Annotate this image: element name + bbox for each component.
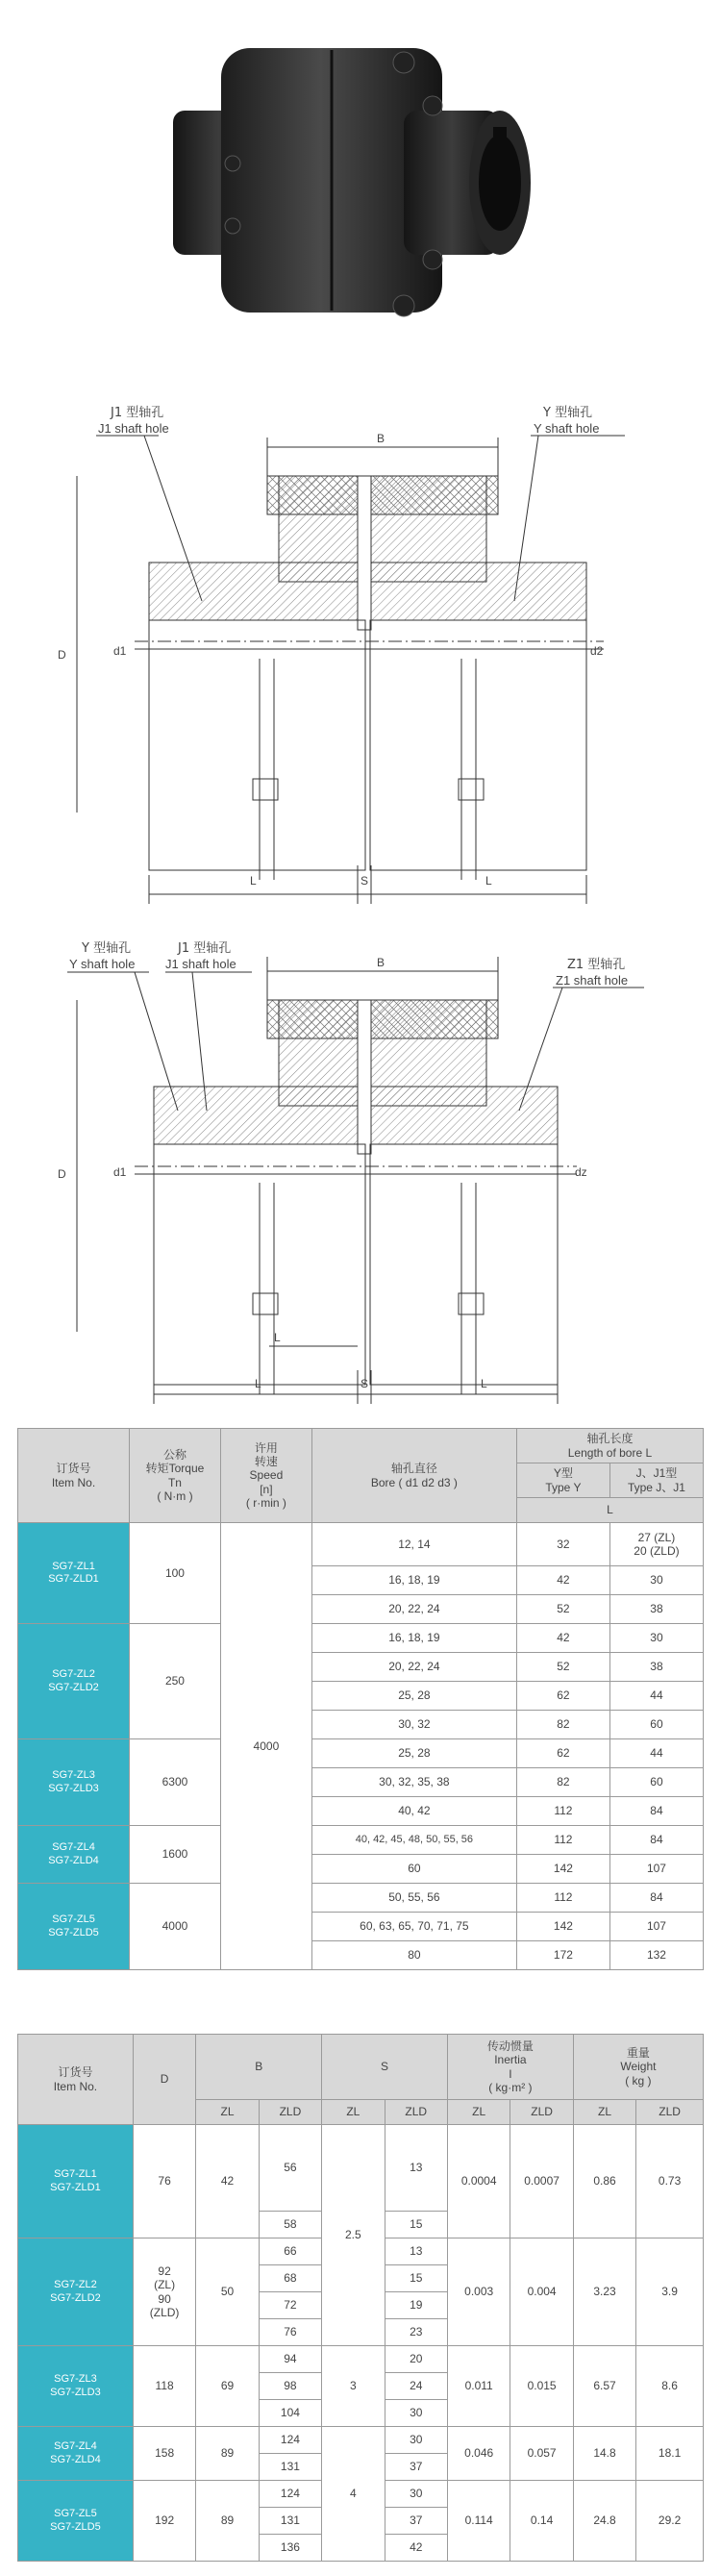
len-j-cell: 60	[609, 1711, 703, 1739]
h-item-en: Item No.	[51, 1475, 96, 1489]
len-y-cell: 52	[516, 1653, 609, 1682]
dim-d-2: D	[58, 1167, 66, 1181]
model-cell	[18, 1826, 130, 1884]
model-a: SG7-ZL1	[54, 2168, 97, 2181]
d-cell: 118	[133, 2346, 195, 2427]
model-cell	[18, 2427, 134, 2481]
dim-d2: d2	[590, 644, 604, 658]
s-zld-cell: 23	[385, 2319, 447, 2346]
b-zld-cell: 131	[259, 2454, 321, 2481]
torque-cell: 1600	[130, 1826, 221, 1884]
i-zld-cell: 0.0007	[510, 2125, 573, 2238]
len-j-cell: 38	[609, 1595, 703, 1624]
s-zld-cell: 30	[385, 2481, 447, 2508]
b-zld-cell: 124	[259, 2427, 321, 2454]
model-a: SG7-ZL3	[54, 2373, 97, 2386]
dim-l-right2: L	[481, 1377, 487, 1390]
s-zl-cell: 4	[322, 2427, 385, 2562]
model-cell	[18, 1884, 130, 1970]
model-b: SG7-ZLD2	[50, 2291, 101, 2304]
z1-label-en: Z1 shaft hole	[556, 973, 629, 988]
d-val-4: (ZLD)	[149, 2305, 180, 2319]
model-a: SG7-ZL5	[54, 2508, 97, 2520]
h-s-zld: ZLD	[385, 2100, 447, 2125]
model-cell	[18, 2346, 134, 2427]
i-zld-cell: 0.015	[510, 2346, 573, 2427]
dim-d1: d1	[113, 644, 127, 658]
d-val-3: 90	[158, 2291, 171, 2306]
j1b-label-en: J1 shaft hole	[165, 957, 236, 971]
dim-l-left: L	[250, 874, 257, 888]
model-cell	[18, 1523, 130, 1624]
b-zld-cell: 72	[259, 2292, 321, 2319]
len-y-cell: 112	[516, 1797, 609, 1826]
model-b: SG7-ZLD3	[48, 1782, 99, 1794]
s-zld-cell: 30	[385, 2400, 447, 2427]
dim-s: S	[360, 874, 369, 888]
bore-cell: 20, 22, 24	[311, 1595, 516, 1624]
torque-cell: 100	[130, 1523, 221, 1624]
b-zl-cell: 69	[196, 2346, 259, 2427]
len-j-cell: 132	[609, 1941, 703, 1970]
d-cell: 158	[133, 2427, 195, 2481]
b-zld-cell: 124	[259, 2481, 321, 2508]
s-zld-cell: 20	[385, 2346, 447, 2373]
len-j-val-2: 20 (ZLD)	[634, 1544, 680, 1558]
b-zld-cell: 56	[259, 2125, 321, 2212]
len-j-cell: 107	[609, 1913, 703, 1941]
h-w-zl: ZL	[573, 2100, 635, 2125]
z1-label-cn: Z1 型轴孔	[567, 958, 626, 972]
model-b: SG7-ZLD2	[48, 1681, 99, 1693]
h-len-en: Length of bore L	[567, 1445, 653, 1460]
model-a: SG7-ZL5	[52, 1913, 95, 1926]
dim-l-right: L	[485, 874, 492, 888]
w-zl-cell: 14.8	[573, 2427, 635, 2481]
len-j-cell	[609, 1523, 703, 1566]
h-b: B	[196, 2035, 322, 2100]
h-inertia: 传动惯量	[486, 2038, 534, 2053]
b-zld-cell: 58	[259, 2212, 321, 2238]
bore-cell: 30, 32, 35, 38	[311, 1768, 516, 1797]
len-y-cell: 42	[516, 1624, 609, 1653]
j1-label-cn: J1 型轴孔	[111, 406, 164, 420]
s-zld-cell: 13	[385, 2125, 447, 2212]
b-zl-cell: 42	[196, 2125, 259, 2238]
h-d: D	[133, 2035, 195, 2125]
len-y-cell: 172	[516, 1941, 609, 1970]
h-i-zl: ZL	[447, 2100, 510, 2125]
bore-cell: 50, 55, 56	[311, 1884, 516, 1913]
model-b: SG7-ZLD5	[50, 2520, 101, 2533]
model-a: SG7-ZL4	[54, 2440, 97, 2453]
h-torque-en: Tn	[167, 1475, 182, 1489]
h-weight-unit: ( kg )	[625, 2073, 652, 2088]
dim-l-top: L	[274, 1331, 281, 1344]
spec-table-dimensions	[17, 2034, 704, 2562]
w-zl-cell: 6.57	[573, 2346, 635, 2427]
i-zld-cell: 0.057	[510, 2427, 573, 2481]
len-y-cell: 32	[516, 1523, 609, 1566]
s-zld-cell: 13	[385, 2238, 447, 2265]
len-j-cell: 107	[609, 1855, 703, 1884]
torque-cell: 250	[130, 1624, 221, 1739]
h-b-zld: ZLD	[259, 2100, 321, 2125]
len-y-cell: 142	[516, 1913, 609, 1941]
len-y-cell: 142	[516, 1855, 609, 1884]
h-j-en: Type J、J1	[627, 1480, 685, 1494]
b-zld-cell: 76	[259, 2319, 321, 2346]
h-speed: 许用	[254, 1440, 278, 1455]
w-zl-cell: 3.23	[573, 2238, 635, 2346]
d-cell: 192	[133, 2481, 195, 2562]
h-speed-2: 转速	[254, 1454, 278, 1468]
bore-cell: 40, 42, 45, 48, 50, 55, 56	[311, 1826, 516, 1855]
h-j: J、J1型	[635, 1466, 678, 1481]
h-speed-unit: ( r·min )	[245, 1496, 286, 1511]
h-inertia-en: Inertia	[494, 2053, 527, 2067]
y2-label-cn: Y 型轴孔	[82, 941, 132, 956]
h-item-en: Item No.	[53, 2079, 98, 2093]
model-a: SG7-ZL2	[54, 2279, 97, 2291]
s-zld-cell: 15	[385, 2212, 447, 2238]
h-y: Y型	[553, 1466, 573, 1481]
h-bore-en: Bore ( d1 d2 d3 )	[370, 1475, 458, 1489]
s-zl-cell: 3	[322, 2346, 385, 2427]
dim-b2: B	[377, 956, 385, 969]
d-cell: 76	[133, 2125, 195, 2238]
s-zld-cell: 37	[385, 2508, 447, 2535]
s-zld-cell: 30	[385, 2427, 447, 2454]
j1b-label-cn: J1 型轴孔	[178, 941, 232, 956]
len-j-cell: 84	[609, 1884, 703, 1913]
h-inertia-unit: ( kg·m² )	[488, 2080, 533, 2094]
model-cell	[18, 1739, 130, 1826]
model-b: SG7-ZLD4	[50, 2453, 101, 2465]
bore-cell: 25, 28	[311, 1682, 516, 1711]
s-zld-cell: 42	[385, 2535, 447, 2562]
h-speed-en: Speed	[249, 1468, 284, 1483]
h-weight-en: Weight	[620, 2060, 657, 2074]
s-zld-cell: 19	[385, 2292, 447, 2319]
h-y-en: Type Y	[545, 1480, 582, 1494]
h-w-zld: ZLD	[636, 2100, 704, 2125]
h-item-cn: 订货号	[56, 1462, 91, 1476]
w-zld-cell: 3.9	[636, 2238, 704, 2346]
len-j-cell: 38	[609, 1653, 703, 1682]
len-y-cell: 112	[516, 1884, 609, 1913]
d-cell	[133, 2238, 195, 2346]
model-a: SG7-ZL2	[52, 1668, 95, 1681]
speed-cell: 4000	[220, 1523, 311, 1970]
w-zld-cell: 0.73	[636, 2125, 704, 2238]
model-b: SG7-ZLD4	[48, 1854, 99, 1866]
b-zl-cell: 50	[196, 2238, 259, 2346]
i-zl-cell: 0.046	[447, 2427, 510, 2481]
model-b: SG7-ZLD5	[48, 1926, 99, 1938]
d-val: 92	[158, 2263, 171, 2278]
drawing-type-2	[0, 918, 721, 1418]
h-item-cn: 订货号	[58, 2065, 93, 2080]
dim-b: B	[377, 432, 385, 445]
h-inertia-sym: I	[509, 2066, 512, 2081]
h-l: L	[516, 1498, 703, 1523]
bore-cell: 40, 42	[311, 1797, 516, 1826]
bore-cell: 25, 28	[311, 1739, 516, 1768]
i-zld-cell: 0.004	[510, 2238, 573, 2346]
bore-cell: 60, 63, 65, 70, 71, 75	[311, 1913, 516, 1941]
len-j-cell: 44	[609, 1682, 703, 1711]
w-zld-cell: 29.2	[636, 2481, 704, 2562]
y2-label-en: Y shaft hole	[69, 957, 136, 971]
b-zld-cell: 66	[259, 2238, 321, 2265]
len-j-cell: 84	[609, 1797, 703, 1826]
h-torque-2: 转矩Torque	[145, 1462, 205, 1476]
bore-cell: 60	[311, 1855, 516, 1884]
drawing-type-1	[0, 380, 721, 918]
d-val-2: (ZL)	[154, 2278, 176, 2292]
torque-cell: 6300	[130, 1739, 221, 1826]
len-y-cell: 52	[516, 1595, 609, 1624]
y-label-cn: Y 型轴孔	[543, 406, 593, 420]
w-zld-cell: 8.6	[636, 2346, 704, 2427]
bore-cell: 80	[311, 1941, 516, 1970]
w-zl-cell: 0.86	[573, 2125, 635, 2238]
len-y-cell: 82	[516, 1711, 609, 1739]
model-cell	[18, 2481, 134, 2562]
w-zld-cell: 18.1	[636, 2427, 704, 2481]
len-j-cell: 84	[609, 1826, 703, 1855]
i-zld-cell: 0.14	[510, 2481, 573, 2562]
model-b: SG7-ZLD1	[48, 1573, 99, 1585]
bore-cell: 12, 14	[311, 1523, 516, 1566]
i-zl-cell: 0.0004	[447, 2125, 510, 2238]
s-zld-cell: 15	[385, 2265, 447, 2292]
b-zld-cell: 94	[259, 2346, 321, 2373]
h-torque: 公称	[162, 1447, 186, 1462]
b-zld-cell: 136	[259, 2535, 321, 2562]
h-speed-sym: [n]	[260, 1482, 273, 1496]
len-j-cell: 60	[609, 1768, 703, 1797]
b-zld-cell: 104	[259, 2400, 321, 2427]
h-weight: 重量	[626, 2045, 650, 2060]
model-a: SG7-ZL4	[52, 1841, 95, 1854]
len-y-cell: 82	[516, 1768, 609, 1797]
model-a: SG7-ZL1	[52, 1560, 95, 1572]
h-len: 轴孔长度	[586, 1432, 634, 1446]
i-zl-cell: 0.003	[447, 2238, 510, 2346]
dim-d: D	[58, 648, 66, 662]
model-cell	[18, 1624, 130, 1739]
coupling-photo	[144, 19, 577, 337]
model-b: SG7-ZLD1	[50, 2181, 101, 2193]
len-j-cell: 44	[609, 1739, 703, 1768]
i-zl-cell: 0.011	[447, 2346, 510, 2427]
w-zl-cell: 24.8	[573, 2481, 635, 2562]
dim-d1-2: d1	[113, 1165, 127, 1179]
s-zl-cell: 2.5	[322, 2125, 385, 2346]
dim-l-left2: L	[255, 1377, 261, 1390]
b-zld-cell: 98	[259, 2373, 321, 2400]
len-y-cell: 62	[516, 1739, 609, 1768]
h-torque-unit: ( N·m )	[157, 1488, 193, 1503]
model-cell	[18, 2125, 134, 2238]
s-zld-cell: 37	[385, 2454, 447, 2481]
bore-cell: 30, 32	[311, 1711, 516, 1739]
len-y-cell: 62	[516, 1682, 609, 1711]
torque-cell: 4000	[130, 1884, 221, 1970]
len-y-cell: 112	[516, 1826, 609, 1855]
h-s: S	[322, 2035, 448, 2100]
len-y-cell: 42	[516, 1566, 609, 1595]
h-b-zl: ZL	[196, 2100, 259, 2125]
bore-cell: 16, 18, 19	[311, 1624, 516, 1653]
bore-cell: 20, 22, 24	[311, 1653, 516, 1682]
h-bore: 轴孔直径	[390, 1462, 437, 1476]
len-j-cell: 30	[609, 1566, 703, 1595]
bore-cell: 16, 18, 19	[311, 1566, 516, 1595]
h-i-zld: ZLD	[510, 2100, 573, 2125]
b-zl-cell: 89	[196, 2481, 259, 2562]
b-zl-cell: 89	[196, 2427, 259, 2481]
h-s-zl: ZL	[322, 2100, 385, 2125]
model-a: SG7-ZL3	[52, 1769, 95, 1782]
dim-dz: dz	[575, 1165, 587, 1179]
y-label-en: Y shaft hole	[534, 421, 600, 436]
len-j-val: 27 (ZL)	[637, 1530, 676, 1544]
b-zld-cell: 68	[259, 2265, 321, 2292]
model-cell	[18, 2238, 134, 2346]
i-zl-cell: 0.114	[447, 2481, 510, 2562]
model-b: SG7-ZLD3	[50, 2386, 101, 2398]
j1-label-en: J1 shaft hole	[98, 421, 169, 436]
spec-table-torque	[17, 1428, 704, 1970]
dim-s2: S	[360, 1377, 369, 1390]
b-zld-cell: 131	[259, 2508, 321, 2535]
len-j-cell: 30	[609, 1624, 703, 1653]
s-zld-cell: 24	[385, 2373, 447, 2400]
